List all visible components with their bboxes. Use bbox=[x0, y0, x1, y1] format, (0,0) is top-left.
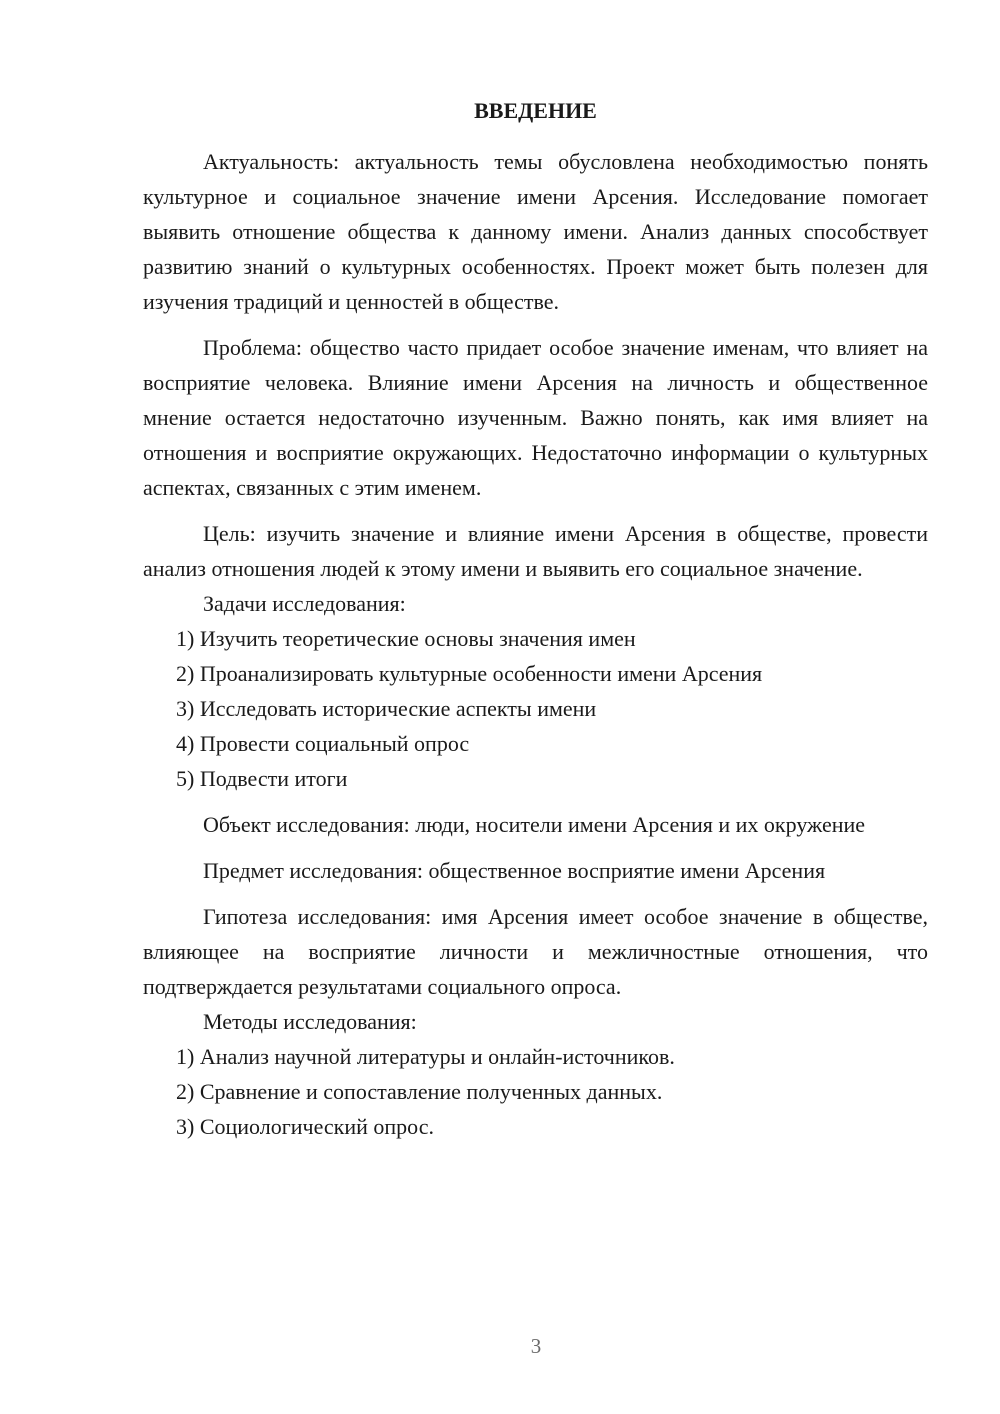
page-title: ВВЕДЕНИЕ bbox=[474, 98, 597, 123]
list-item: 1) Изучить теоретические основы значения имен bbox=[176, 626, 636, 651]
tasks-heading: Задачи исследования: bbox=[203, 591, 406, 616]
tasks-list bbox=[143, 621, 928, 796]
list-item: 4) Провести социальный опрос bbox=[176, 731, 470, 756]
list-item: 2) Проанализировать культурные особенности имени Арсения bbox=[176, 661, 763, 686]
object-paragraph: Объект исследования: люди, носители имени Арсения и их окружение bbox=[203, 812, 866, 837]
list-item: 2) Сравнение и сопоставление полученных данных. bbox=[176, 1079, 663, 1104]
problem-paragraph: Проблема: общество часто придает особое значение именам, что влияет на восприятие человека. Влияние имени Арсения на личность и общественное мнение остается недостаточно изученным. Важно понять, как имя влияет на отношения и восприятие окружающих. Недостаточно информации о культурных аспектах, связанных с этим именем. bbox=[143, 335, 928, 500]
list-item: 5) Подвести итоги bbox=[176, 766, 348, 791]
relevance-paragraph: Актуальность: актуальность темы обусловлена необходимостью понять культурное и социальное значение имени Арсения. Исследование помогает выявить отношение общества к данному имени. Анализ данных способствует развитию знаний о культурных особенностях. Проект может быть полезен для изучения традиций и ценностей в обществе. bbox=[143, 149, 928, 314]
subject-paragraph: Предмет исследования: общественное восприятие имени Арсения bbox=[203, 858, 826, 883]
goal-paragraph: Цель: изучить значение и влияние имени Арсения в обществе, провести анализ отношения людей к этому имени и выявить его социальное значение. bbox=[143, 521, 928, 581]
methods-list bbox=[143, 1039, 928, 1144]
list-item: 3) Исследовать исторические аспекты имени bbox=[176, 696, 597, 721]
hypothesis-paragraph: Гипотеза исследования: имя Арсения имеет особое значение в обществе, влияющее на восприятие личности и межличностные отношения, что подтверждается результатами социального опроса. bbox=[143, 904, 928, 999]
list-item: 1) Анализ научной литературы и онлайн-источников. bbox=[176, 1044, 675, 1069]
list-item: 3) Социологический опрос. bbox=[176, 1114, 434, 1139]
page-number: 3 bbox=[530, 1334, 542, 1358]
methods-heading: Методы исследования: bbox=[203, 1009, 417, 1034]
document-page bbox=[143, 96, 928, 1144]
